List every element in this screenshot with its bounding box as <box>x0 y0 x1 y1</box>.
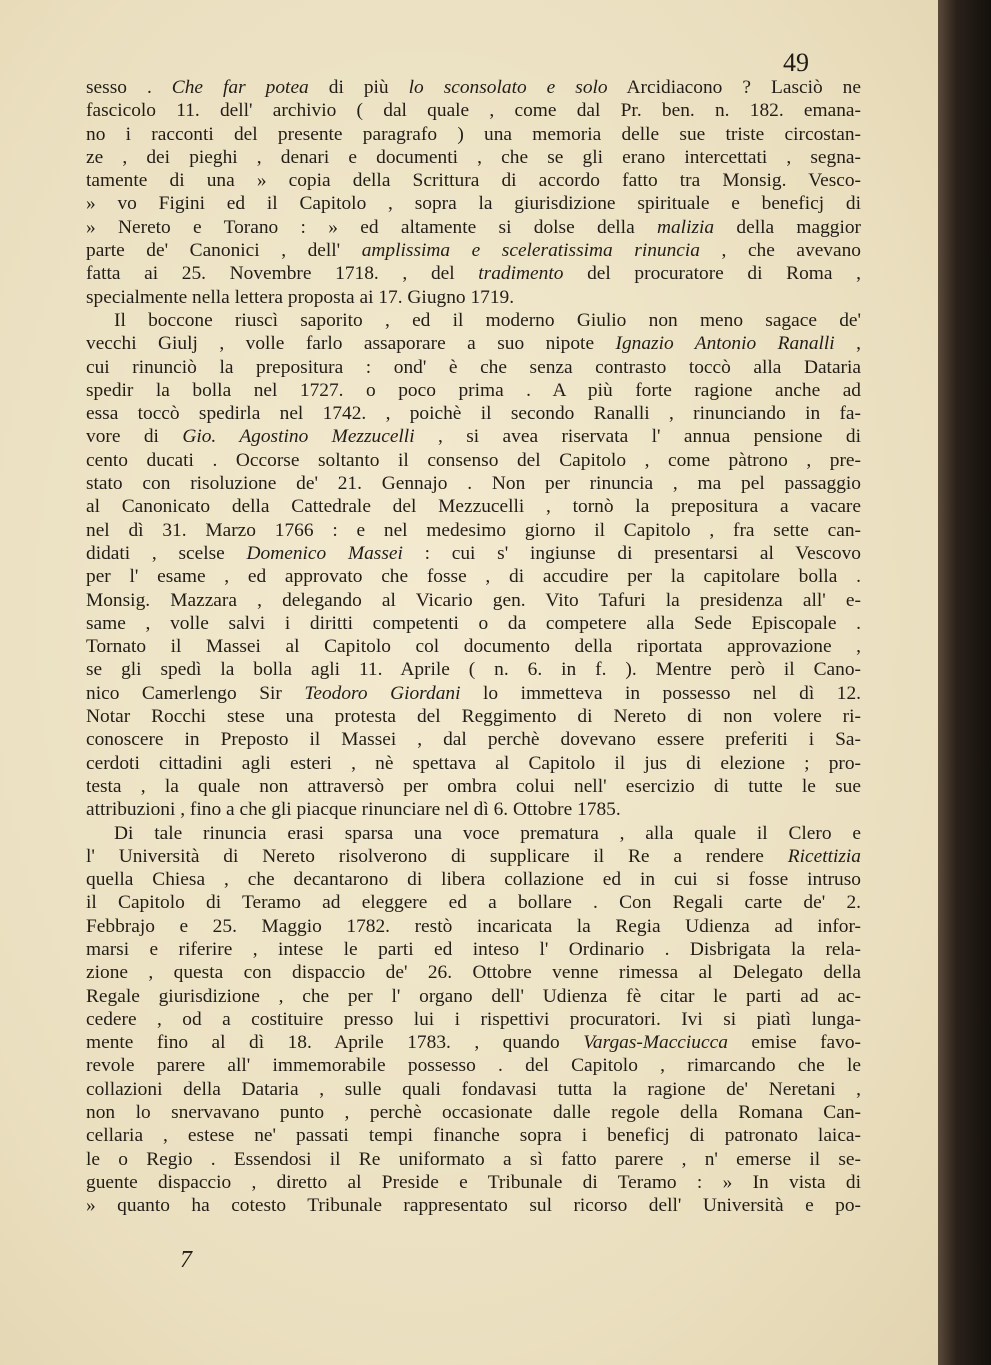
text-run: Il boccone riuscì saporito , ed il moderno Giulio non meno sagace de' <box>114 309 861 331</box>
text-run: , che avevano <box>700 240 862 262</box>
text-run: » quanto ha cotesto Tribunale rappresentato sul ricorso dell' Università e po- <box>86 1195 861 1217</box>
text-run: spedir la bolla nel 1727. o poco prima . A più forte ragione anche ad <box>86 379 861 401</box>
text-line <box>86 495 861 518</box>
text-run: marsi e riferire , intese le parti ed inteso l' Ordinario . Disbrigata la rela- <box>86 938 861 960</box>
text-run: fatta ai 25. Novembre 1718. , del <box>86 263 479 285</box>
body-text <box>86 76 861 1218</box>
text-run: » vo Figini ed il Capitolo , sopra la giurisdizione spirituale e beneficj di <box>86 193 861 215</box>
text-run: se gli spedì la bolla agli 11. Aprile ( n. 6. in f. ). Mentre però il Cano- <box>86 659 861 681</box>
text-run: nico Camerlengo Sir <box>86 682 305 704</box>
text-line <box>86 1078 861 1101</box>
text-run: nel dì 31. Marzo 1766 : e nel medesimo giorno il Capitolo , fra sette can- <box>86 519 861 541</box>
text-line <box>86 146 861 169</box>
text-line <box>86 519 861 542</box>
text-run: parte de' Canonici , dell' <box>86 240 362 262</box>
text-line <box>86 752 861 775</box>
text-run: cerdoti cittadini agli esteri , nè spettava al Capitolo il jus di elezione ; pro- <box>86 752 861 774</box>
text-run: , si avea riservata l' annua pensione di <box>414 426 861 448</box>
text-run: emise favo- <box>727 1032 861 1054</box>
text-run: : cui s' ingiunse di presentarsi al Vescovo <box>402 542 861 564</box>
text-run: didati , scelse <box>86 542 247 564</box>
text-run: ze , dei pieghi , denari e documenti , che se gli erano intercettati , segna- <box>86 146 861 168</box>
text-run: quella Chiesa , che decantarono di libera collazione ed in cui si fosse intruso <box>86 869 861 891</box>
text-run: lo immetteva in possesso nel dì 12. <box>460 682 861 704</box>
text-run: , <box>834 333 861 355</box>
text-line <box>86 169 861 192</box>
text-line <box>86 425 861 448</box>
text-run: same , volle salvi i diritti competenti o da competere alla Sede Episcopale . <box>86 612 861 634</box>
text-run: di più <box>308 77 409 98</box>
text-line <box>86 705 861 728</box>
text-run: non lo snervavano punto , perchè occasionate dalle regole della Romana Can- <box>86 1102 861 1124</box>
text-line <box>86 309 861 332</box>
italic-text-run: Ricettizia <box>787 845 861 867</box>
text-run: cedere , od a costituire presso lui i rispettivi procuratori. Ivi si piatì lunga- <box>86 1008 861 1030</box>
text-run: Tornato il Massei al Capitolo col documento della riportata approvazione , <box>86 636 861 658</box>
text-line <box>86 1008 861 1031</box>
italic-text-run: Ignazio Antonio Ranalli <box>615 333 835 355</box>
text-line <box>86 1194 861 1217</box>
text-run: del procuratore di Roma , <box>563 263 861 285</box>
signature-mark: 7 <box>180 1247 192 1273</box>
italic-text-run: Che far potea <box>171 77 309 98</box>
italic-text-run: Domenico Massei <box>246 542 403 564</box>
text-run: Di tale rinuncia erasi sparsa una voce prematura , alla quale il Clero e <box>114 822 861 844</box>
text-line <box>86 1124 861 1147</box>
text-run: attribuzioni , fino a che gli piacque rinunciare nel dì 6. Ottobre 1785. <box>86 799 621 821</box>
text-line <box>86 589 861 612</box>
text-line <box>86 635 861 658</box>
text-run: zione , questa con dispaccio de' 26. Ottobre venne rimessa al Delegato della <box>86 962 861 984</box>
text-line <box>86 1171 861 1194</box>
text-run: conoscere in Preposto il Massei , dal perchè dovevano essere preferiti i Sa- <box>86 729 861 751</box>
italic-text-run: tradimento <box>478 263 564 285</box>
text-line <box>86 1031 861 1054</box>
text-run: stato con risoluzione de' 21. Gennajo . Non per rinuncia , ma pel passaggio <box>86 473 861 495</box>
text-line <box>86 123 861 146</box>
text-line <box>86 472 861 495</box>
text-line <box>86 76 861 99</box>
text-line <box>86 728 861 751</box>
text-run: Regale giurisdizione , che per l' organo dell' Udienza fè citar le parti ad ac- <box>86 985 861 1007</box>
text-run: l' Università di Nereto risolverono di supplicare il Re a rendere <box>86 845 788 867</box>
text-run: fascicolo 11. dell' archivio ( dal quale , come dal Pr. ben. n. 182. emana- <box>86 100 861 122</box>
book-spine-gutter <box>938 0 991 1365</box>
text-line <box>86 682 861 705</box>
text-run: cellaria , estese ne' passati tempi finanche sopra i beneficj di patronato laica- <box>86 1125 861 1147</box>
text-run: revole parere all' immemorabile possesso . del Capitolo , rimarcando che le <box>86 1055 861 1077</box>
text-line <box>86 891 861 914</box>
text-line <box>86 356 861 379</box>
text-run: Notar Rocchi stese una protesta del Reggimento di Nereto di non volere ri- <box>86 706 861 728</box>
text-run: cento ducati . Occorse soltanto il consenso del Capitolo , come pàtrono , pre- <box>86 449 861 471</box>
page-number: 49 <box>783 48 809 77</box>
text-run: Arcidiacono ? Lasciò ne <box>607 77 861 98</box>
text-line <box>86 775 861 798</box>
text-line <box>86 868 861 891</box>
italic-text-run: Teodoro Giordani <box>304 682 461 704</box>
text-line <box>86 1101 861 1124</box>
text-line <box>86 99 861 122</box>
text-line <box>86 658 861 681</box>
text-line <box>86 542 861 565</box>
text-run: vecchi Giulj , volle farlo assaporare a suo nipote <box>86 333 616 355</box>
text-run: sesso . <box>86 77 172 98</box>
text-line <box>86 379 861 402</box>
text-run: il Capitolo di Teramo ad eleggere ed a bollare . Con Regali carte de' 2. <box>86 892 861 914</box>
text-run: vore di <box>86 426 183 448</box>
text-run: mente fino al dì 18. Aprile 1783. , quando <box>86 1032 584 1054</box>
text-run: cui rinunciò la prepositura : ond' è che senza contrasto toccò alla Dataria <box>86 356 861 378</box>
text-line <box>86 239 861 262</box>
text-run: testa , la quale non attraversò per ombra colui nell' esercizio di tutte le sue <box>86 775 861 797</box>
text-line <box>86 286 861 309</box>
italic-text-run: malizia <box>656 216 715 238</box>
text-line <box>86 216 861 239</box>
text-line <box>86 1148 861 1171</box>
text-line <box>86 961 861 984</box>
text-run: le o Regio . Essendosi il Re uniformato a sì fatto parere , n' emerse il se- <box>86 1148 861 1170</box>
text-line <box>86 449 861 472</box>
text-line <box>86 985 861 1008</box>
text-run: della maggior <box>714 216 862 238</box>
italic-text-run: amplissima e sceleratissima rinuncia <box>361 240 700 262</box>
text-line <box>86 262 861 285</box>
text-run: specialmente nella lettera proposta ai 17. Giugno 1719. <box>86 286 515 308</box>
text-line <box>86 565 861 588</box>
text-line <box>86 915 861 938</box>
text-run: no i racconti del presente paragrafo ) una memoria delle sue triste circostan- <box>86 123 861 145</box>
text-line <box>86 612 861 635</box>
italic-text-run: Vargas-Macciucca <box>583 1032 728 1054</box>
text-run: al Canonicato della Cattedrale del Mezzucelli , tornò la prepositura a vacare <box>86 496 861 518</box>
text-line <box>86 938 861 961</box>
text-line <box>86 822 861 845</box>
text-run: collazioni della Dataria , sulle quali fondavasi tutta la ragione de' Neretani , <box>86 1078 861 1100</box>
italic-text-run: Gio. Agostino Mezzucelli <box>182 426 415 448</box>
italic-text-run: lo sconsolato e solo <box>408 77 608 98</box>
text-run: essa toccò spedirla nel 1742. , poichè il secondo Ranalli , rinunciando in fa- <box>86 403 861 425</box>
text-run: Febbrajo e 25. Maggio 1782. restò incaricata la Regia Udienza ad infor- <box>86 915 861 937</box>
text-line <box>86 798 861 821</box>
text-run: » Nereto e Torano : » ed altamente si dolse della <box>86 216 657 238</box>
text-run: Monsig. Mazzara , delegando al Vicario gen. Vito Tafuri la presidenza all' e- <box>86 589 861 611</box>
text-line <box>86 192 861 215</box>
text-run: per l' esame , ed approvato che fosse , di accudire per la capitolare bolla . <box>86 566 861 588</box>
text-line <box>86 1054 861 1077</box>
text-line <box>86 402 861 425</box>
text-line <box>86 845 861 868</box>
text-line <box>86 332 861 355</box>
text-run: guente dispaccio , diretto al Preside e Tribunale di Teramo : » In vista di <box>86 1171 861 1193</box>
text-run: tamente di una » copia della Scrittura di accordo fatto tra Monsig. Vesco- <box>86 170 861 192</box>
